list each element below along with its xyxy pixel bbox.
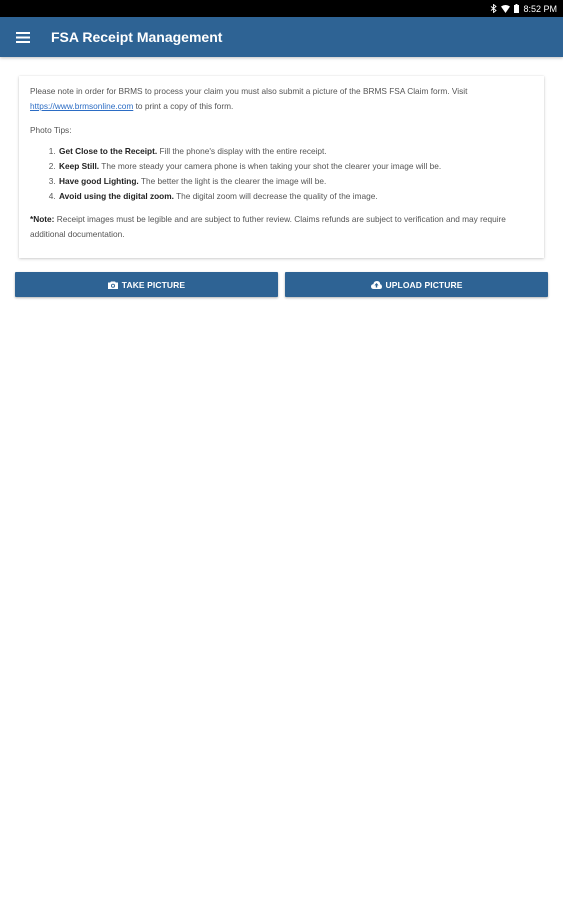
- list-item: 4. Avoid using the digital zoom. The digital zoom will decrease the quality of the image.: [58, 189, 533, 204]
- app-bar: [0, 17, 563, 57]
- list-item: 3. Have good Lighting. The better the light is the clearer the image will be.: [58, 174, 533, 189]
- note-text: *Note: Receipt images must be legible and are subject to futher review. Claims refunds are subject to verification and may require additional documentation.: [30, 214, 506, 239]
- take-picture-label: TAKE PICTURE: [121, 279, 186, 290]
- photo-tips-list: [30, 144, 533, 204]
- cloud-upload-icon: [371, 281, 382, 289]
- wifi-icon: [501, 5, 510, 13]
- take-picture-button[interactable]: [15, 272, 278, 297]
- bluetooth-icon: [490, 4, 497, 13]
- intro-text: Please note in order for BRMS to process your claim you must also submit a picture of the BRMS FSA Claim form. Visit https://www.brmsonline.com to print a copy of this form.: [30, 86, 468, 111]
- status-bar: [0, 0, 563, 17]
- hamburger-menu-icon: [16, 32, 30, 43]
- battery-icon: [514, 4, 519, 13]
- upload-picture-button[interactable]: [285, 272, 548, 297]
- brms-website-link[interactable]: https://www.brmsonline.com: [30, 101, 134, 111]
- app-title: FSA Receipt Management: [51, 29, 223, 45]
- list-item: 2. Keep Still. The more steady your camera phone is when taking your shot the clearer your image will be.: [58, 159, 533, 174]
- photo-tips-title: Photo Tips:: [30, 125, 72, 135]
- camera-icon: [108, 281, 118, 289]
- status-time: 8:52 PM: [523, 3, 557, 14]
- instructions-card: [19, 76, 544, 258]
- list-item: 1. Get Close to the Receipt. Fill the phone's display with the entire receipt.: [58, 144, 533, 159]
- upload-picture-label: UPLOAD PICTURE: [385, 279, 463, 290]
- menu-button[interactable]: [0, 17, 46, 57]
